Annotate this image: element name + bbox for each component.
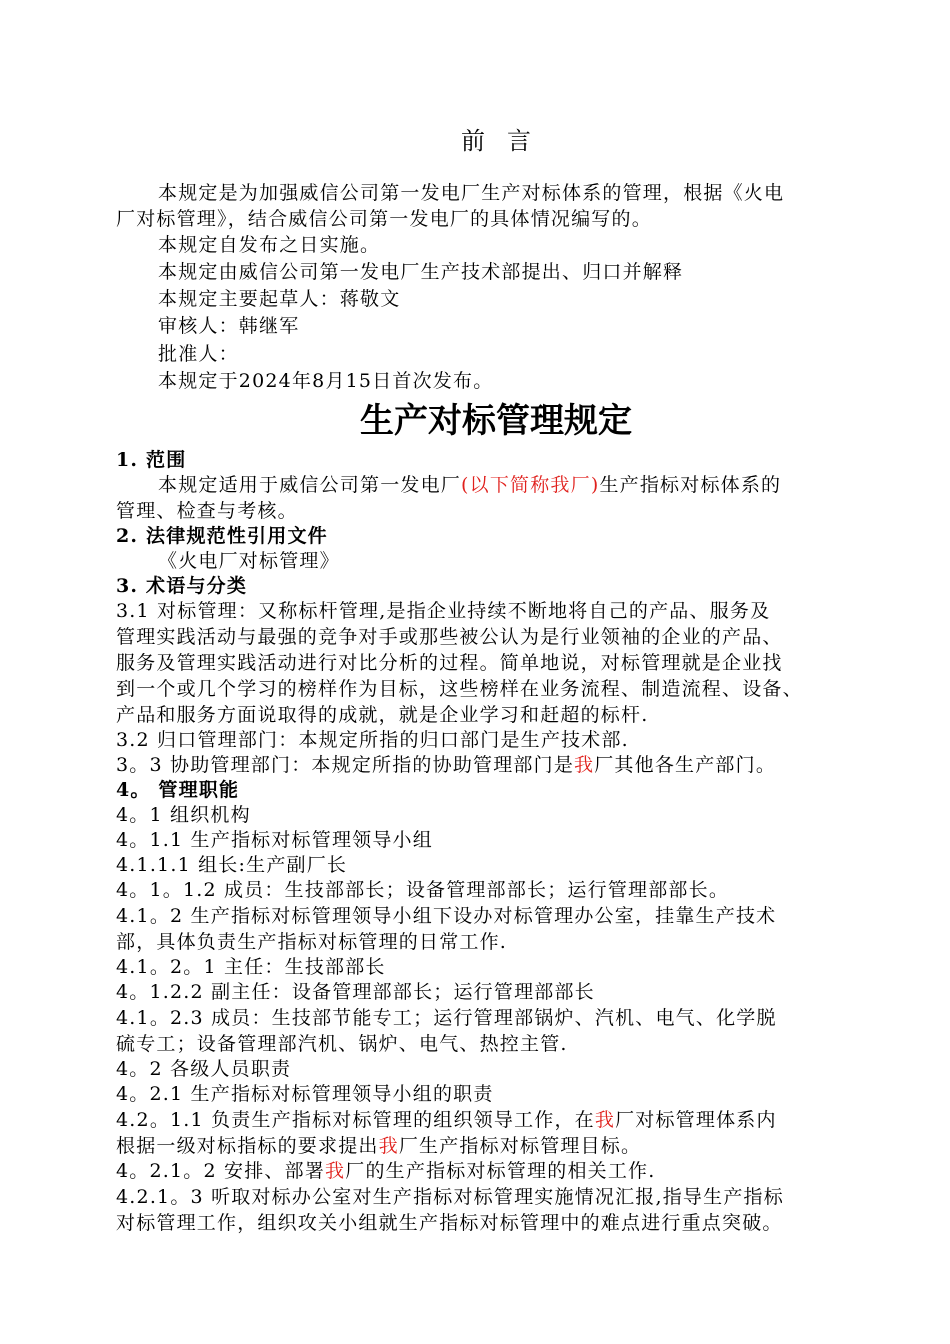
section-3-line-4: 到一个或几个学习的榜样作为目标，这些榜样在业务流程、制造流程、设备、 — [116, 678, 803, 700]
preface-paragraph-3: 本规定由威信公司第一发电厂生产技术部提出、归口并解释 — [158, 261, 684, 283]
highlight-text: 我 — [325, 1160, 346, 1182]
section-4-line-15: 4。2.1。2 安排、部署我厂的生产指标对标管理的相关工作. — [116, 1160, 656, 1182]
section-1-line-2: 管理、检查与考核。 — [116, 500, 298, 522]
section-4-line-11: 4。2 各级人员职责 — [116, 1058, 292, 1080]
section-4-line-5: 4.1。2 生产指标对标管理领导小组下设办对标管理办公室，挂靠生产技术 — [116, 905, 777, 927]
highlight-text: 我 — [378, 1135, 399, 1157]
section-4-line-8: 4。1.2.2 副主任：设备管理部部长；运行管理部部长 — [116, 981, 595, 1003]
preface-reviewer: 审核人：韩继军 — [158, 315, 300, 337]
preface-paragraph-2: 本规定自发布之日实施。 — [158, 234, 381, 256]
preface-drafter: 本规定主要起草人：蒋敬文 — [158, 288, 401, 310]
preface-title: 前言 — [461, 127, 553, 155]
preface-paragraph-1b: 厂对标管理》，结合威信公司第一发电厂的具体情况编写的。 — [116, 208, 652, 230]
section-3-line-5: 产品和服务方面说取得的成就，就是企业学习和赶超的标杆. — [116, 704, 649, 726]
highlight-text: (以下简称我厂) — [461, 474, 600, 496]
highlight-text: 我 — [594, 1109, 616, 1131]
section-1-line-1: 本规定适用于威信公司第一发电厂(以下简称我厂)生产指标对标体系的 — [158, 474, 782, 496]
highlight-text: 我 — [574, 754, 595, 776]
section-4-line-14: 根据一级对标指标的要求提出我厂生产指标对标管理目标。 — [116, 1135, 642, 1157]
section-3-line-2: 管理实践活动与最强的竞争对手或那些被公认为是行业领袖的企业的产品、 — [116, 626, 783, 648]
preface-paragraph-1a: 本规定是为加强威信公司第一发电厂生产对标体系的管理，根据《火电 — [158, 182, 785, 204]
section-2-heading: 2. 法律规范性引用文件 — [116, 525, 328, 547]
section-3-line-6: 3.2 归口管理部门：本规定所指的归口部门是生产技术部. — [116, 729, 629, 751]
section-4-line-6: 部，具体负责生产指标对标管理的日常工作. — [116, 931, 508, 953]
section-4-heading: 4。 管理职能 — [116, 779, 240, 801]
section-4-line-3: 4.1.1.1 组长:生产副厂长 — [116, 854, 348, 876]
section-4-line-12: 4。2.1 生产指标对标管理领导小组的职责 — [116, 1083, 494, 1105]
section-3-line-1: 3.1 对标管理：又称标杆管理,是指企业持续不断地将自己的产品、服务及 — [116, 600, 771, 622]
section-2-line-1: 《火电厂对标管理》 — [158, 550, 340, 572]
section-4-line-16: 4.2.1。3 听取对标办公室对生产指标对标管理实施情况汇报,指导生产指标 — [116, 1186, 784, 1208]
document-title: 生产对标管理规定 — [360, 401, 632, 441]
section-4-line-9: 4.1。2.3 成员：生技部节能专工；运行管理部锅炉、汽机、电气、化学脱 — [116, 1007, 777, 1029]
section-3-line-3: 服务及管理实践活动进行对比分析的过程。简单地说，对标管理就是企业找 — [116, 652, 783, 674]
section-4-line-4: 4。1。1.2 成员：生技部部长；设备管理部部长；运行管理部部长。 — [116, 879, 730, 901]
section-3-heading: 3. 术语与分类 — [116, 575, 248, 597]
section-4-line-7: 4.1。2。1 主任：生技部部长 — [116, 956, 386, 978]
section-4-line-17: 对标管理工作，组织攻关小组就生产指标对标管理中的难点进行重点突破。 — [116, 1212, 783, 1234]
section-4-line-1: 4。1 组织机构 — [116, 804, 251, 826]
preface-release-date: 本规定于2024年8月15日首次发布。 — [158, 370, 494, 392]
section-4-line-2: 4。1.1 生产指标对标管理领导小组 — [116, 829, 433, 851]
section-4-line-10: 硫专工；设备管理部汽机、锅炉、电气、热控主管. — [116, 1033, 568, 1055]
section-1-heading: 1. 范围 — [116, 449, 187, 471]
section-4-line-13: 4.2。1.1 负责生产指标对标管理的组织领导工作，在我厂对标管理体系内 — [116, 1109, 777, 1131]
preface-approver: 批准人： — [158, 343, 239, 365]
section-3-line-7: 3。3 协助管理部门：本规定所指的协助管理部门是我厂其他各生产部门。 — [116, 754, 777, 776]
